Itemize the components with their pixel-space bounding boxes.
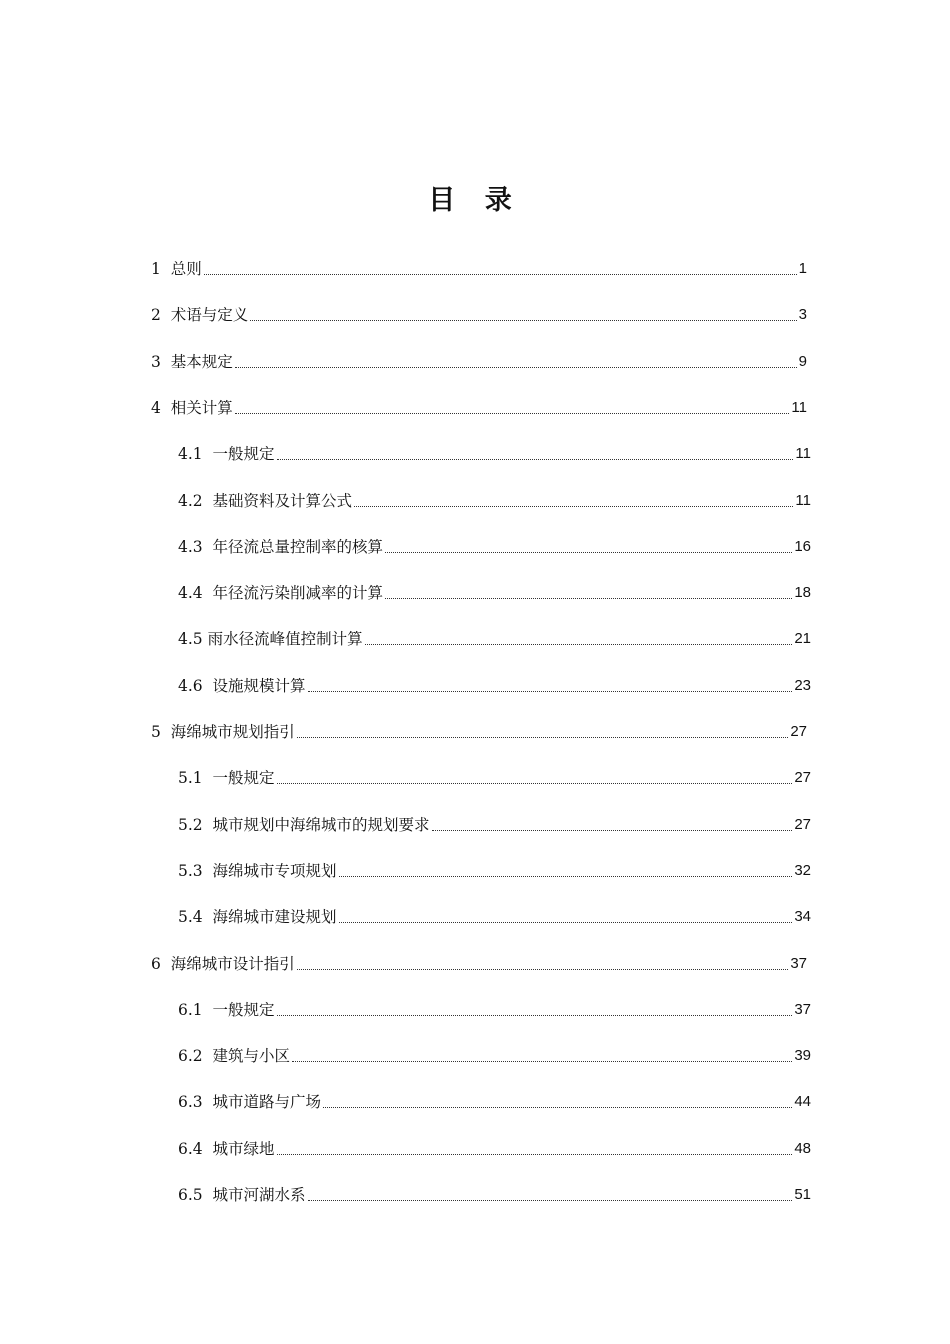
toc-entry-label: 2 术语与定义 (151, 306, 249, 324)
toc-dot-leader (308, 1200, 793, 1201)
toc-dot-leader (365, 644, 793, 645)
toc-entry-label: 4.6 设施规模计算 (178, 677, 306, 695)
toc-entry-label: 6.4 城市绿地 (178, 1140, 275, 1158)
toc-dot-leader (432, 830, 793, 831)
toc-dot-leader (235, 413, 790, 414)
toc-entry[interactable] (178, 1089, 811, 1115)
toc-dot-leader (277, 783, 793, 784)
toc-entry-label: 5.4 海绵城市建设规划 (178, 908, 337, 926)
toc-entry-page-number: 37 (794, 1001, 811, 1018)
toc-entry[interactable] (178, 997, 811, 1023)
toc-entry-page-number: 11 (791, 399, 807, 416)
toc-entry-label: 6.2 建筑与小区 (178, 1047, 291, 1065)
toc-entry[interactable] (151, 951, 807, 977)
toc-entry[interactable] (151, 256, 807, 282)
toc-dot-leader (385, 598, 792, 599)
toc-entry-page-number: 18 (794, 584, 811, 601)
toc-dot-leader (385, 552, 792, 553)
toc-entry-page-number: 3 (798, 306, 807, 323)
toc-entry-label: 6 海绵城市设计指引 (151, 955, 295, 973)
toc-dot-leader (292, 1061, 792, 1062)
toc-entry[interactable] (178, 904, 811, 930)
toc-dot-leader (277, 1154, 793, 1155)
page-title: 目 录 (428, 185, 522, 216)
toc-entry[interactable] (178, 1136, 811, 1162)
toc-entry[interactable] (178, 765, 811, 791)
toc-entry-label: 4.1 一般规定 (178, 445, 275, 463)
toc-entry-page-number: 21 (794, 630, 811, 647)
toc-entry[interactable] (178, 1043, 811, 1069)
toc-entry-label: 4 相关计算 (151, 399, 233, 417)
toc-entry-page-number: 23 (794, 677, 811, 694)
toc-entry-label: 4.4 年径流污染削减率的计算 (178, 584, 384, 602)
toc-entry-label: 3 基本规定 (151, 353, 233, 371)
toc-entry[interactable] (178, 441, 811, 467)
toc-entry-page-number: 39 (794, 1047, 811, 1064)
toc-entry-label: 1 总则 (151, 260, 202, 278)
toc-entry-page-number: 48 (794, 1140, 811, 1157)
toc-entry-label: 4.5 雨水径流峰值控制计算 (178, 630, 363, 648)
toc-entry-label: 5.1 一般规定 (178, 769, 275, 787)
toc-entry[interactable] (178, 858, 811, 884)
toc-entry[interactable] (178, 580, 811, 606)
toc-dot-leader (308, 691, 793, 692)
toc-entry[interactable] (178, 488, 811, 514)
toc-entry-page-number: 27 (794, 769, 811, 786)
toc-entry[interactable] (178, 812, 811, 838)
toc-entry[interactable] (178, 626, 811, 652)
toc-entry[interactable] (151, 395, 807, 421)
toc-entry-label: 4.2 基础资料及计算公式 (178, 492, 353, 510)
toc-entry[interactable] (178, 534, 811, 560)
toc-dot-leader (204, 274, 797, 275)
toc-entry-page-number: 32 (794, 862, 811, 879)
toc-entry-page-number: 44 (794, 1093, 811, 1110)
toc-entry-page-number: 27 (794, 816, 811, 833)
toc-entry[interactable] (178, 1182, 811, 1208)
toc-entry-page-number: 34 (794, 908, 811, 925)
toc-entry-page-number: 27 (790, 723, 807, 740)
toc-entry-page-number: 51 (794, 1186, 811, 1203)
toc-entry-label: 5.2 城市规划中海绵城市的规划要求 (178, 816, 430, 834)
toc-entry-page-number: 16 (794, 538, 811, 555)
toc-dot-leader (354, 506, 793, 507)
toc-entry-label: 5 海绵城市规划指引 (151, 723, 295, 741)
toc-entry-page-number: 9 (798, 353, 807, 370)
toc-entry-page-number: 11 (795, 445, 811, 462)
toc-entry-label: 4.3 年径流总量控制率的核算 (178, 538, 384, 556)
toc-dot-leader (250, 320, 796, 321)
toc-entry-page-number: 11 (795, 492, 811, 509)
toc-dot-leader (277, 1015, 793, 1016)
toc-entry[interactable] (151, 719, 807, 745)
toc-entry[interactable] (178, 673, 811, 699)
toc-entry[interactable] (151, 349, 807, 375)
toc-entry-page-number: 37 (790, 955, 807, 972)
toc-entry-label: 6.3 城市道路与广场 (178, 1093, 322, 1111)
toc-entry[interactable] (151, 302, 807, 328)
toc-dot-leader (277, 459, 794, 460)
toc-entry-label: 6.5 城市河湖水系 (178, 1186, 306, 1204)
toc-dot-leader (323, 1107, 792, 1108)
toc-dot-leader (339, 922, 793, 923)
toc-dot-leader (297, 737, 789, 738)
toc-entry-page-number: 1 (798, 260, 807, 277)
toc-dot-leader (235, 367, 797, 368)
toc-dot-leader (297, 969, 789, 970)
toc-dot-leader (339, 876, 793, 877)
toc-entry-label: 5.3 海绵城市专项规划 (178, 862, 337, 880)
toc-entry-label: 6.1 一般规定 (178, 1001, 275, 1019)
